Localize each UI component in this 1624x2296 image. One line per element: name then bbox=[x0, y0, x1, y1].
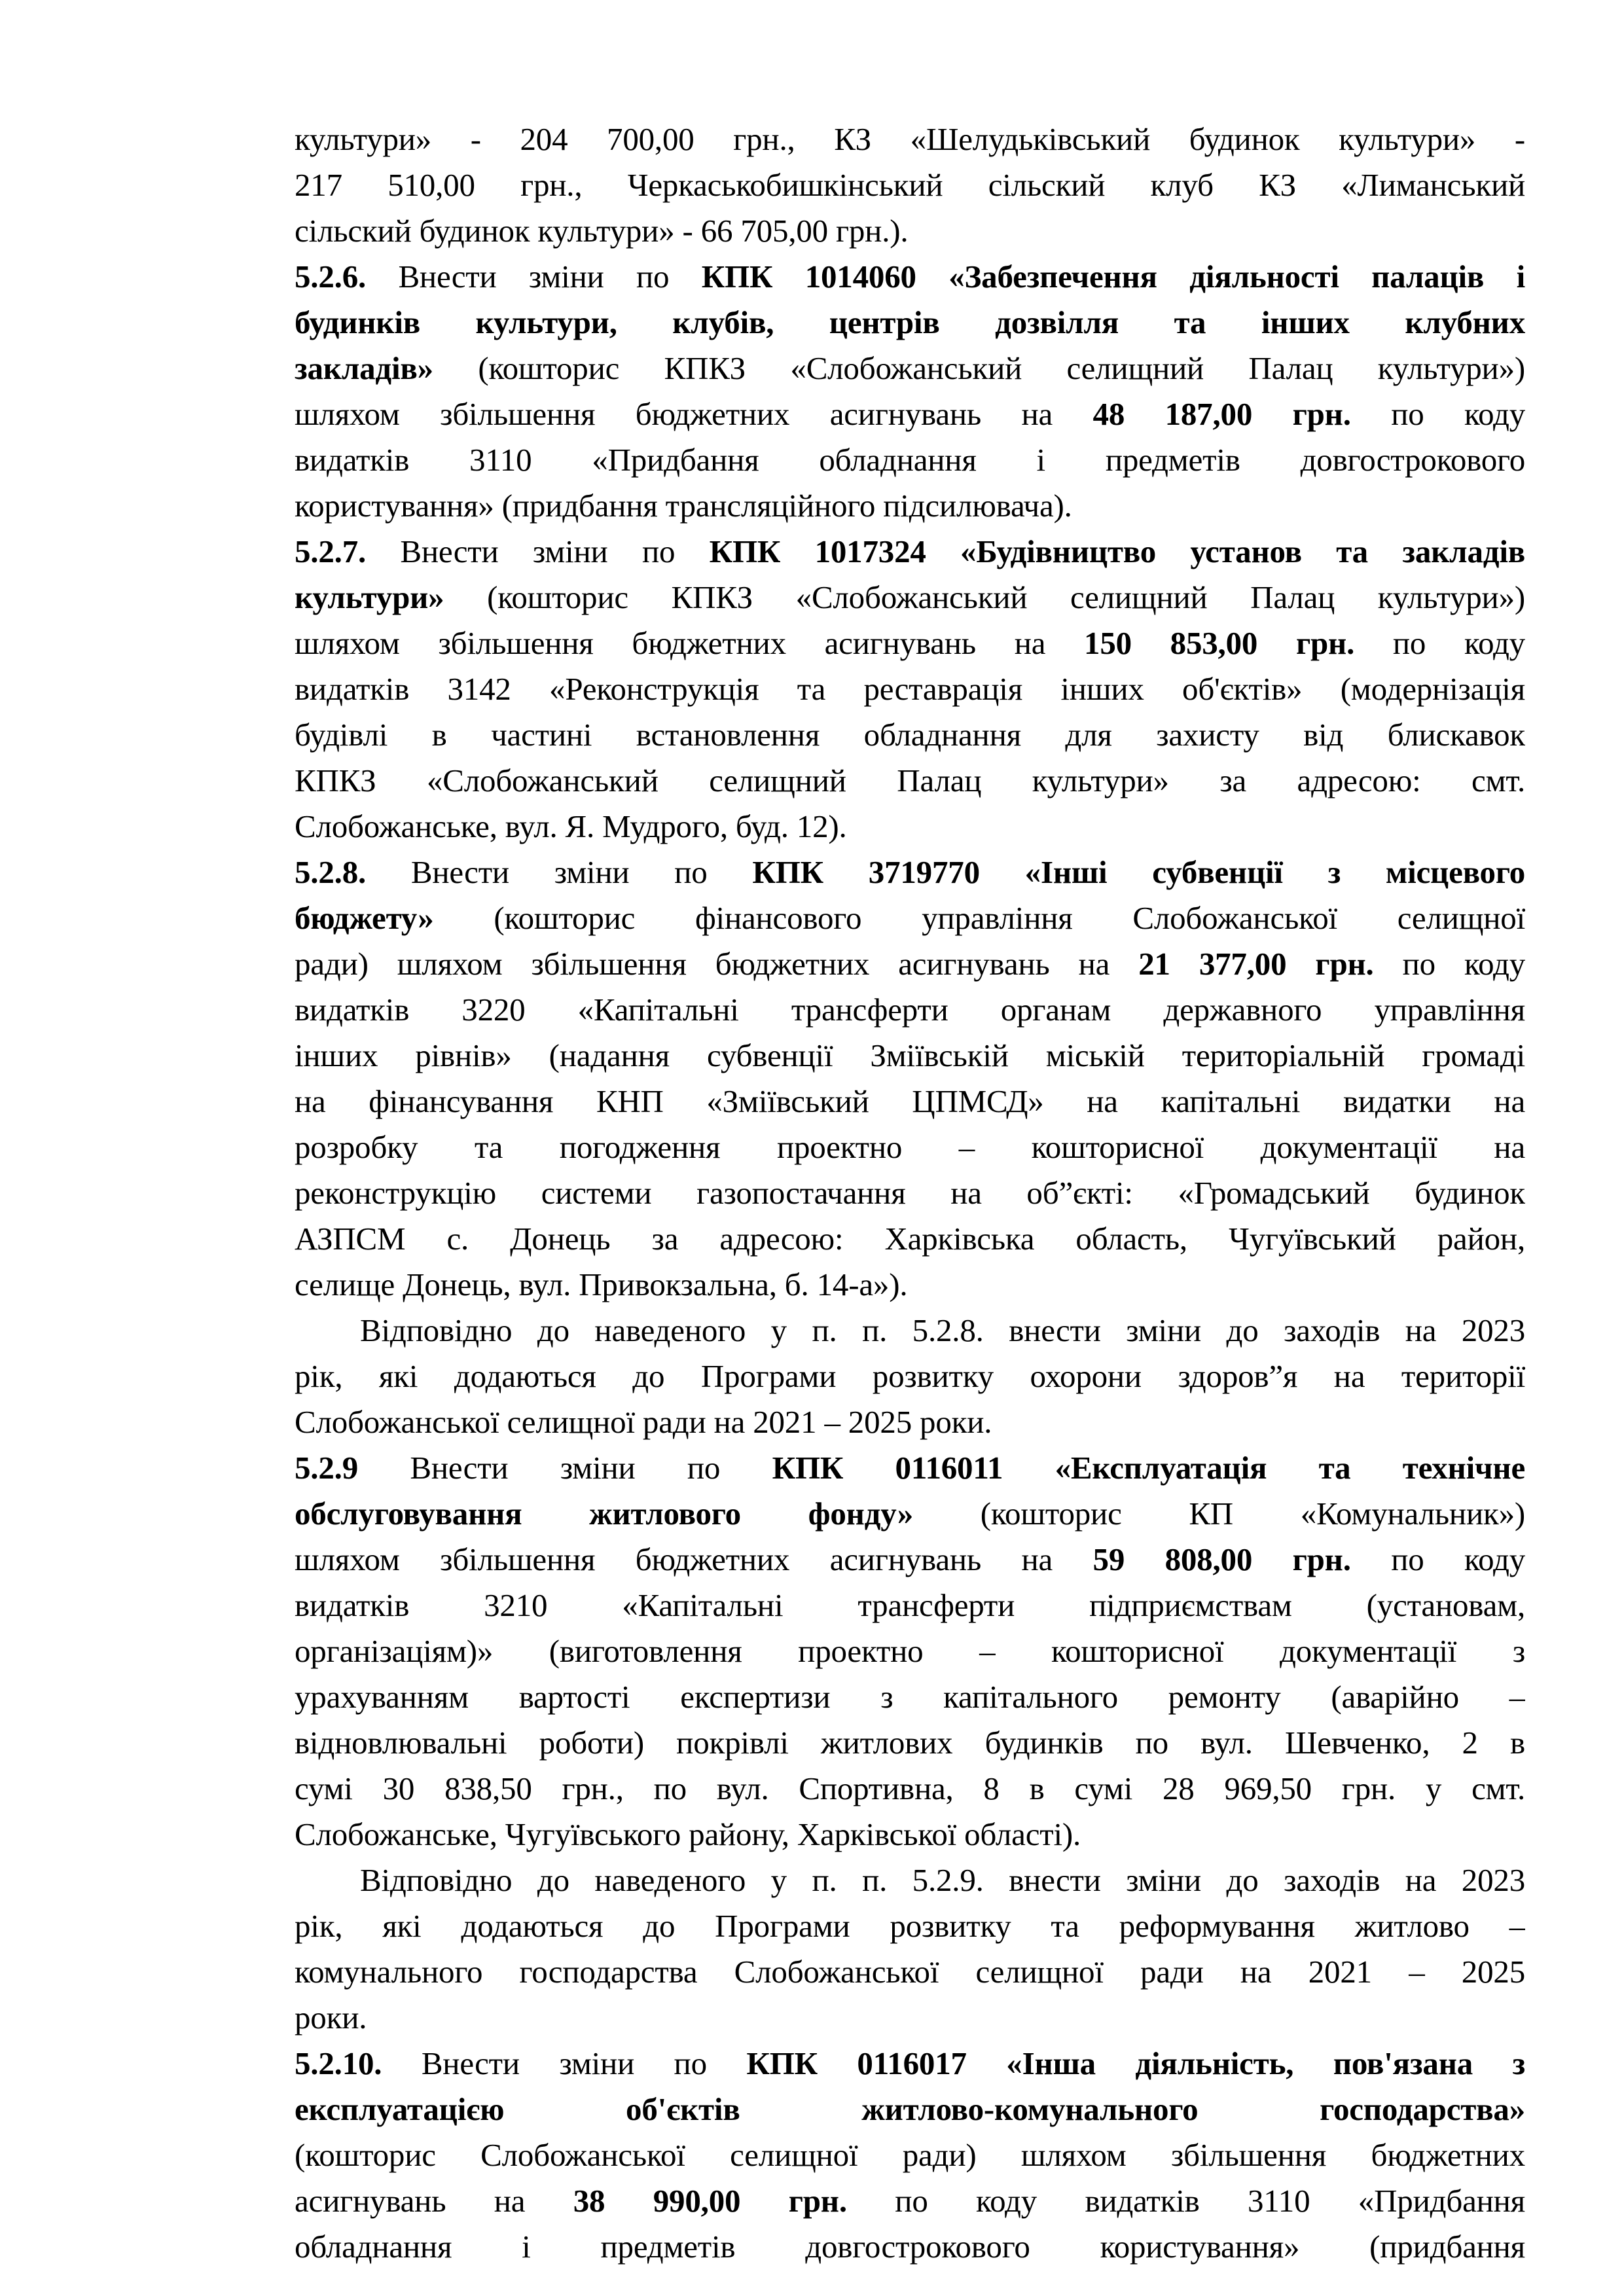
text-line bbox=[295, 2224, 1525, 2270]
text-line bbox=[295, 758, 1525, 804]
text-line bbox=[295, 1995, 1525, 2041]
text-run: по коду видатків 3110 «Придбання bbox=[846, 2183, 1525, 2219]
text-line bbox=[295, 666, 1525, 712]
text-run: культури» - 204 700,00 грн., КЗ «Шелудьківський будинок культури» - bbox=[295, 121, 1525, 157]
text-run: обладнання і предметів довгострокового користування» (придбання bbox=[295, 2229, 1525, 2265]
text-line bbox=[295, 1628, 1525, 1674]
text-run: (кошторис КПКЗ «Слобожанський селищний Палац культури») bbox=[433, 350, 1525, 386]
text-line bbox=[295, 483, 1525, 529]
text-run: інших рівнів» (надання субвенції Зміївській міській територіальній громаді bbox=[295, 1037, 1525, 1073]
text-run: роки. bbox=[295, 2000, 367, 2036]
text-line bbox=[295, 162, 1525, 208]
text-line bbox=[295, 1766, 1525, 1812]
bold-text-run: КПК 1014060 «Забезпечення діяльності палаців і bbox=[701, 259, 1525, 295]
text-run: сумі 30 838,50 грн., по вул. Спортивна, 8 в сумі 28 969,50 грн. у смт. bbox=[295, 1770, 1525, 1806]
text-line bbox=[295, 1445, 1525, 1491]
text-run: 217 510,00 грн., Черкаськобишкінський сільский клуб КЗ «Лиманський bbox=[295, 167, 1525, 203]
text-run: ради) шляхом збільшення бюджетних асигнувань на bbox=[295, 946, 1139, 982]
text-line bbox=[295, 1949, 1525, 1995]
text-run: асигнувань на bbox=[295, 2183, 573, 2219]
text-line bbox=[295, 850, 1525, 895]
text-run: (кошторис КП «Комунальник») bbox=[913, 1496, 1525, 1532]
text-run: Внести зміни по bbox=[366, 533, 710, 569]
text-run: сільский будинок культури» - 66 705,00 грн.). bbox=[295, 213, 909, 249]
bold-text-run: КПК 0116017 «Інша діяльність, пов'язана з bbox=[746, 2045, 1525, 2081]
text-line bbox=[295, 1262, 1525, 1308]
bold-text-run: 21 377,00 грн. bbox=[1138, 946, 1374, 982]
text-line bbox=[295, 117, 1525, 162]
text-line bbox=[295, 2178, 1525, 2224]
text-run: шляхом збільшення бюджетних асигнувань на bbox=[295, 1541, 1093, 1577]
text-run: рік, які додаються до Програми розвитку охорони здоров”я на території bbox=[295, 1358, 1525, 1394]
text-run: КПКЗ «Слобожанський селищний Палац культури» за адресою: смт. bbox=[295, 762, 1525, 798]
text-run: реконструкцію системи газопостачання на об”єкті: «Громадський будинок bbox=[295, 1175, 1525, 1211]
text-line bbox=[295, 1857, 1525, 1903]
text-line bbox=[295, 1354, 1525, 1399]
text-run: шляхом збільшення бюджетних асигнувань на bbox=[295, 396, 1093, 432]
text-line bbox=[295, 895, 1525, 941]
bold-text-run: 5.2.7. bbox=[295, 533, 367, 569]
bold-text-run: 48 187,00 грн. bbox=[1092, 396, 1351, 432]
bold-text-run: 5.2.9 bbox=[295, 1450, 359, 1486]
text-run: на фінансування КНП «Зміївський ЦПМСД» на капітальні видатки на bbox=[295, 1083, 1525, 1119]
text-run: комунального господарства Слобожанської селищної ради на 2021 – 2025 bbox=[295, 1954, 1525, 1990]
text-line bbox=[295, 1583, 1525, 1628]
text-line bbox=[295, 208, 1525, 254]
document-body bbox=[295, 117, 1525, 2270]
text-line bbox=[295, 1399, 1525, 1445]
text-run: по коду bbox=[1350, 396, 1525, 432]
text-run: Внести зміни по bbox=[358, 1450, 772, 1486]
bold-text-run: КПК 0116011 «Експлуатація та технічне bbox=[772, 1450, 1525, 1486]
text-run: видатків 3110 «Придбання обладнання і предметів довгострокового bbox=[295, 442, 1525, 478]
text-line bbox=[295, 1033, 1525, 1079]
text-run: організаціям)» (виготовлення проектно – кошторисної документації з bbox=[295, 1633, 1525, 1669]
text-run: шляхом збільшення бюджетних асигнувань на bbox=[295, 625, 1085, 661]
text-run: по коду bbox=[1350, 1541, 1525, 1577]
text-run: розробку та погодження проектно – кошторисної документації на bbox=[295, 1129, 1525, 1165]
text-run: АЗПСМ с. Донець за адресою: Харківська область, Чугуївський район, bbox=[295, 1221, 1525, 1257]
text-line bbox=[295, 1903, 1525, 1949]
text-line bbox=[295, 1170, 1525, 1216]
text-line bbox=[295, 941, 1525, 987]
text-line bbox=[295, 620, 1525, 666]
text-line bbox=[295, 2132, 1525, 2178]
text-run: Відповідно до наведеного у п. п. 5.2.8. внести зміни до заходів на 2023 bbox=[360, 1312, 1525, 1348]
text-run: (кошторис КПКЗ «Слобожанський селищний Палац культури») bbox=[444, 579, 1525, 615]
text-line bbox=[295, 1674, 1525, 1720]
bold-text-run: 5.2.10. bbox=[295, 2045, 382, 2081]
text-line bbox=[295, 804, 1525, 850]
text-run: користування» (придбання трансляційного підсилювача). bbox=[295, 488, 1072, 524]
bold-text-run: КПК 3719770 «Інші субвенції з місцевого bbox=[752, 854, 1525, 890]
text-run: Слобожанської селищної ради на 2021 – 2025 роки. bbox=[295, 1404, 992, 1440]
text-line bbox=[295, 437, 1525, 483]
text-run: селище Донець, вул. Привокзальна, б. 14-а»). bbox=[295, 1266, 908, 1302]
text-line bbox=[295, 2087, 1525, 2132]
text-run: видатків 3142 «Реконструкція та реставрація інших об'єктів» (модернізація bbox=[295, 671, 1525, 707]
text-line bbox=[295, 1308, 1525, 1354]
text-line bbox=[295, 1537, 1525, 1583]
text-line bbox=[295, 2041, 1525, 2087]
text-line bbox=[295, 575, 1525, 620]
text-run: Внести зміни по bbox=[366, 259, 702, 295]
bold-text-run: культури» bbox=[295, 579, 444, 615]
text-run: по коду bbox=[1354, 625, 1525, 661]
text-run: Слобожанське, вул. Я. Мудрого, буд. 12). bbox=[295, 808, 847, 844]
text-run: (кошторис фінансового управління Слобожанської селищної bbox=[433, 900, 1525, 936]
text-run: Слобожанське, Чугуївського району, Харківської області). bbox=[295, 1816, 1081, 1852]
text-line bbox=[295, 346, 1525, 391]
text-line bbox=[295, 529, 1525, 575]
bold-text-run: 150 853,00 грн. bbox=[1084, 625, 1355, 661]
text-line bbox=[295, 391, 1525, 437]
text-line bbox=[295, 1216, 1525, 1262]
text-line bbox=[295, 987, 1525, 1033]
bold-text-run: 5.2.8. bbox=[295, 854, 367, 890]
text-run: видатків 3210 «Капітальні трансферти підприємствам (установам, bbox=[295, 1587, 1525, 1623]
text-line bbox=[295, 1124, 1525, 1170]
text-run: рік, які додаються до Програми розвитку та реформування житлово – bbox=[295, 1908, 1525, 1944]
text-line bbox=[295, 1491, 1525, 1537]
text-run: Внести зміни по bbox=[366, 854, 753, 890]
text-line bbox=[295, 1079, 1525, 1124]
bold-text-run: 38 990,00 грн. bbox=[573, 2183, 847, 2219]
text-line bbox=[295, 1720, 1525, 1766]
bold-text-run: бюджету» bbox=[295, 900, 434, 936]
text-run: Відповідно до наведеного у п. п. 5.2.9. внести зміни до заходів на 2023 bbox=[360, 1862, 1525, 1898]
text-line bbox=[295, 300, 1525, 346]
text-line bbox=[295, 712, 1525, 758]
text-run: видатків 3220 «Капітальні трансферти органам державного управління bbox=[295, 992, 1525, 1028]
bold-text-run: обслуговування житлового фонду» bbox=[295, 1496, 914, 1532]
text-line bbox=[295, 254, 1525, 300]
text-run: будівлі в частині встановлення обладнання для захисту від блискавок bbox=[295, 717, 1525, 753]
bold-text-run: КПК 1017324 «Будівництво установ та закладів bbox=[709, 533, 1525, 569]
bold-text-run: будинків культури, клубів, центрів дозвілля та інших клубних bbox=[295, 304, 1525, 340]
text-run: відновлювальні роботи) покрівлі житлових будинків по вул. Шевченко, 2 в bbox=[295, 1725, 1525, 1761]
bold-text-run: закладів» bbox=[295, 350, 433, 386]
bold-text-run: 59 808,00 грн. bbox=[1092, 1541, 1351, 1577]
bold-text-run: 5.2.6. bbox=[295, 259, 367, 295]
text-run: урахуванням вартості експертизи з капітального ремонту (аварійно – bbox=[295, 1679, 1525, 1715]
text-line bbox=[295, 1812, 1525, 1857]
text-run: (кошторис Слобожанської селищної ради) шляхом збільшення бюджетних bbox=[295, 2137, 1525, 2173]
text-run: Внести зміни по bbox=[382, 2045, 747, 2081]
text-run: по коду bbox=[1373, 946, 1525, 982]
bold-text-run: експлуатацією об'єктів житлово-комунального господарства» bbox=[295, 2091, 1525, 2127]
